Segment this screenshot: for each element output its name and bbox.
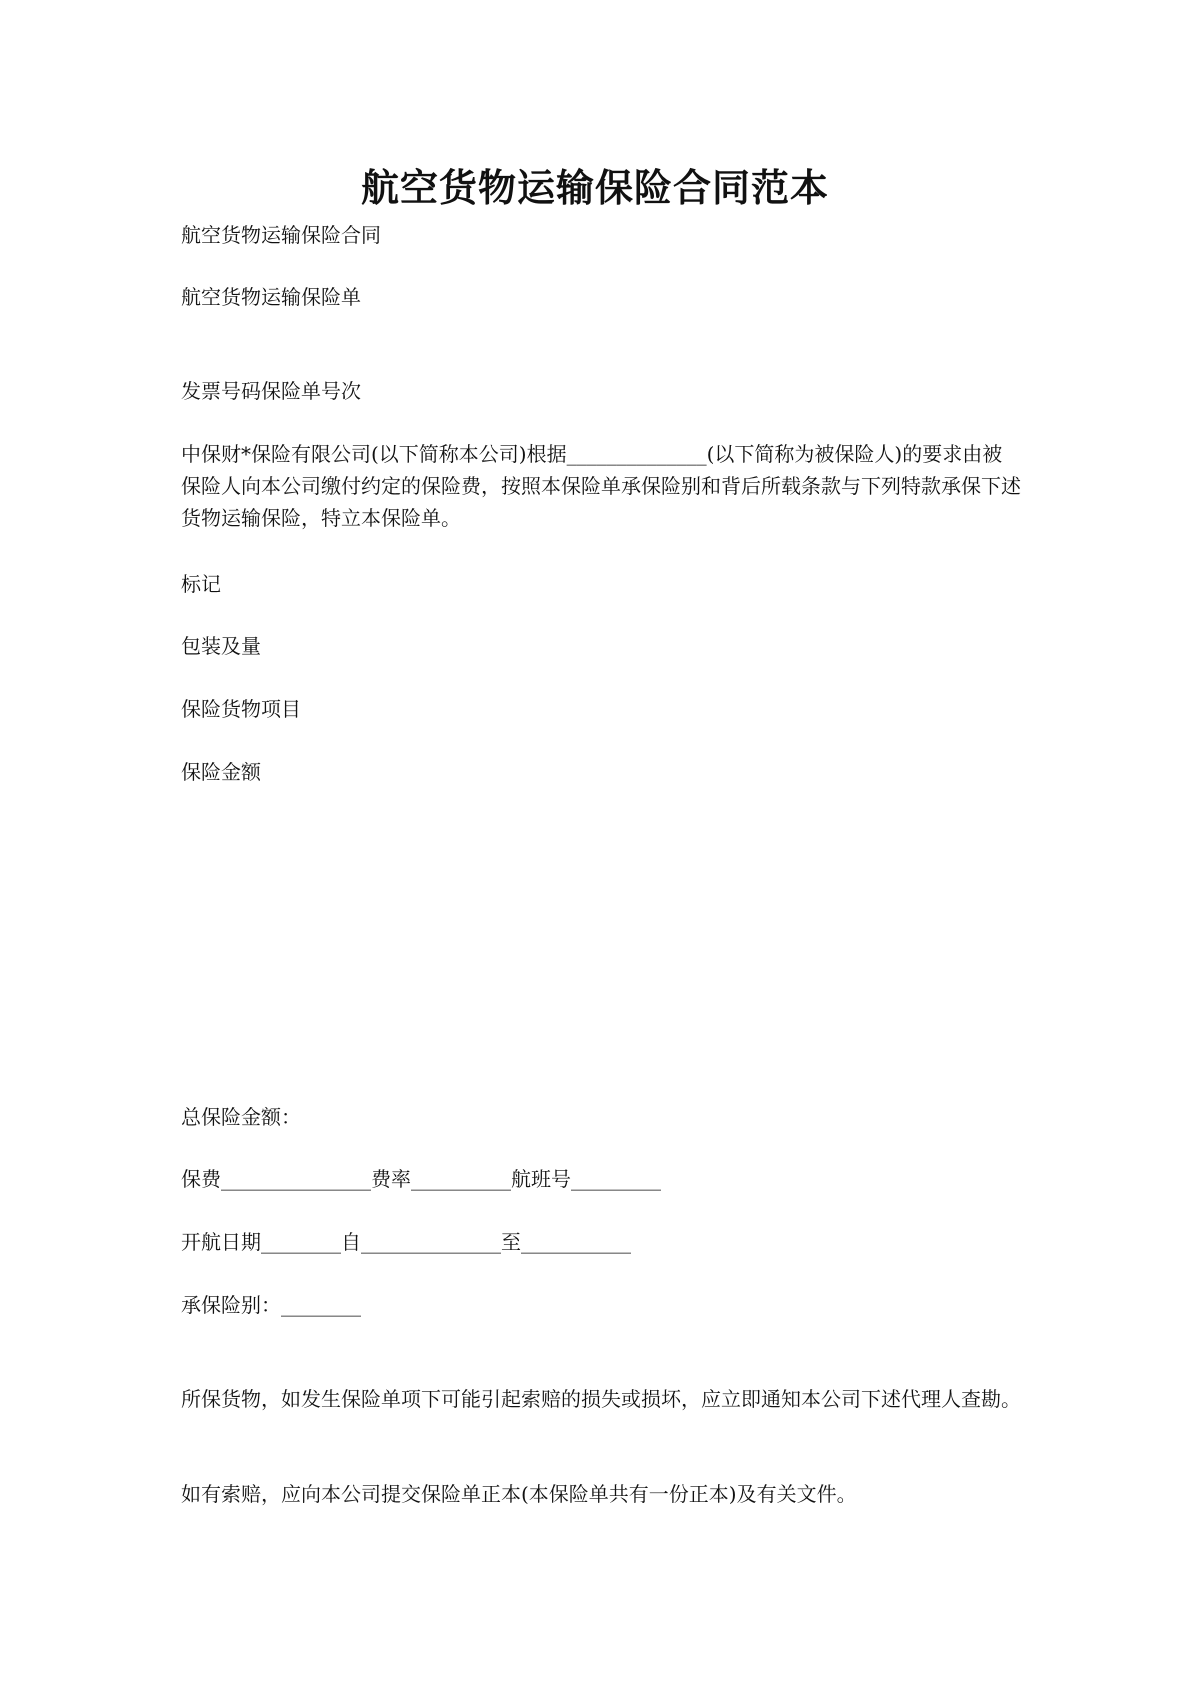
document-title: 航空货物运输保险合同范本 <box>360 165 829 210</box>
packing-quantity-label: 包装及量 <box>181 634 261 658</box>
departure-date-route-line: 开航日期________自______________至___________ <box>181 1230 631 1254</box>
coverage-type-line: 承保险别：________ <box>181 1293 361 1317</box>
claim-notice-paragraph: 所保货物，如发生保险单项下可能引起索赔的损失或损坏，应立即通知本公司下述代理人查勘。 <box>181 1387 1021 1411</box>
marks-label: 标记 <box>181 572 221 596</box>
premium-rate-flight-line: 保费_______________费率__________航班号_________ <box>181 1167 661 1191</box>
insured-goods-label: 保险货物项目 <box>181 697 301 721</box>
insured-amount-label: 保险金额 <box>181 760 261 784</box>
contract-heading: 航空货物运输保险合同 <box>181 223 381 247</box>
invoice-policy-number-label: 发票号码保险单号次 <box>181 379 361 403</box>
total-insured-amount-label: 总保险金额： <box>181 1105 301 1129</box>
insurance-clause-paragraph: 中保财*保险有限公司(以下简称本公司)根据______________(以下简称为被保险人)的要求由被保险人向本公司缴付约定的保险费，按照本保险单承保险别和背后所载条款与下列特款承保下述货物运输保险，特立本保险单。 <box>181 442 1021 530</box>
claim-documents-paragraph: 如有索赔，应向本公司提交保险单正本(本保险单共有一份正本)及有关文件。 <box>181 1482 857 1506</box>
policy-heading: 航空货物运输保险单 <box>181 285 361 309</box>
